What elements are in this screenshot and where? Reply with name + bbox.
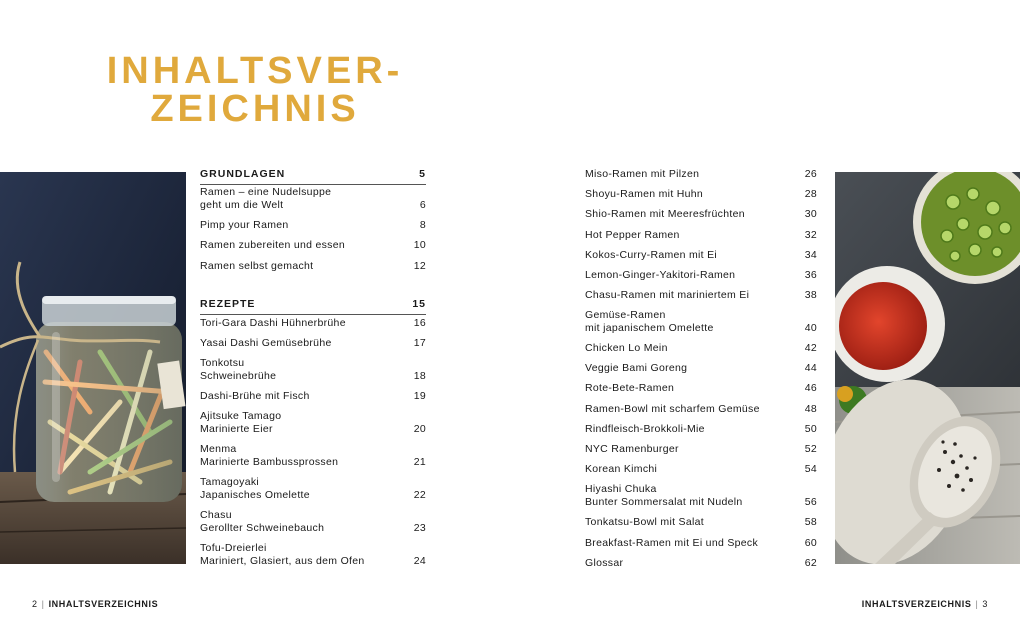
- toc-entry[interactable]: [585, 557, 817, 570]
- toc-entry[interactable]: [200, 390, 426, 403]
- toc-entry-page: 32: [804, 229, 817, 241]
- toc-entry-title: NYC Ramenburger: [585, 443, 679, 455]
- toc-entry-line-1: Gemüse-Ramen: [585, 309, 666, 321]
- toc-entry-page: 21: [413, 456, 426, 468]
- toc-entry-title: Hot Pepper Ramen: [585, 229, 680, 241]
- toc-entry-page: 44: [804, 362, 817, 374]
- toc-entry-line-1: Hiyashi Chuka: [585, 483, 657, 495]
- toc-entry-line-2: Gerollter Schweinebauch: [200, 522, 325, 534]
- toc-entry-page: 58: [804, 516, 817, 528]
- toc-entry[interactable]: [200, 317, 426, 330]
- toc-entry-page: 26: [804, 168, 817, 180]
- toc-entry[interactable]: [200, 337, 426, 350]
- toc-entry-page: 28: [804, 188, 817, 200]
- toc-entry[interactable]: [585, 483, 817, 509]
- toc-entry-page: 8: [419, 219, 426, 231]
- toc-entry-page: 16: [413, 317, 426, 329]
- toc-entry[interactable]: [200, 357, 426, 383]
- toc-entry-page: 6: [419, 199, 426, 211]
- toc-entry-line-1: Ramen – eine Nudelsuppe: [200, 186, 332, 198]
- toc-entry-line-2: geht um die Welt: [200, 199, 284, 211]
- toc-entry[interactable]: [585, 382, 817, 395]
- footer-separator: |: [975, 599, 979, 609]
- toc-entry-page: 42: [804, 342, 817, 354]
- toc-entry[interactable]: [200, 260, 426, 273]
- toc-entry[interactable]: [585, 362, 817, 375]
- toc-entry-page: 12: [413, 260, 426, 272]
- toc-entry-line-1: Chasu: [200, 509, 232, 521]
- toc-entry-line-1: Ajitsuke Tamago: [200, 410, 282, 422]
- toc-entry-title: Chicken Lo Mein: [585, 342, 668, 354]
- right-table-of-contents: [585, 168, 817, 570]
- toc-entry-title: Ramen-Bowl mit scharfem Gemüse: [585, 403, 760, 415]
- page-title: [0, 52, 510, 128]
- toc-entry[interactable]: [585, 443, 817, 456]
- toc-entry-line-1: Tofu-Dreierlei: [200, 542, 267, 554]
- toc-entry[interactable]: [585, 229, 817, 242]
- section-heading-grundlagen[interactable]: [200, 168, 426, 182]
- toc-entry-page: 19: [413, 390, 426, 402]
- page-title-line-2: ZEICHNIS: [150, 88, 360, 130]
- toc-entry-line-1: Menma: [200, 443, 237, 455]
- footer-left: [32, 599, 158, 609]
- toc-entry-title: Rindfleisch-Brokkoli-Mie: [585, 423, 705, 435]
- toc-entry[interactable]: [585, 516, 817, 529]
- toc-entry-page: 40: [804, 322, 817, 334]
- toc-entry[interactable]: [200, 542, 426, 568]
- section-heading-label: REZEPTE: [200, 298, 256, 310]
- toc-entry-title: Tonkatsu-Bowl mit Salat: [585, 516, 704, 528]
- footer-right: [862, 599, 988, 609]
- section-heading-label: GRUNDLAGEN: [200, 168, 286, 180]
- toc-entry[interactable]: [200, 410, 426, 436]
- toc-entry[interactable]: [585, 269, 817, 282]
- toc-entry-page: 22: [413, 489, 426, 501]
- toc-entry[interactable]: [585, 309, 817, 335]
- toc-entry[interactable]: [200, 219, 426, 232]
- toc-entry[interactable]: [585, 423, 817, 436]
- toc-entry[interactable]: [585, 188, 817, 201]
- toc-entry-line-2: Marinierte Bambussprossen: [200, 456, 339, 468]
- toc-entry-title: Kokos-Curry-Ramen mit Ei: [585, 249, 718, 261]
- toc-entry-line-2: Schweinebrühe: [200, 370, 277, 382]
- toc-entry-page: 17: [413, 337, 426, 349]
- toc-entry-title: Korean Kimchi: [585, 463, 658, 475]
- toc-entry-page: 38: [804, 289, 817, 301]
- section-heading-page: 5: [419, 168, 426, 180]
- toc-entry[interactable]: [585, 537, 817, 550]
- toc-entry-line-2: Bunter Sommersalat mit Nudeln: [585, 496, 743, 508]
- section-heading-rezepte[interactable]: [200, 298, 426, 312]
- toc-entry-page: 60: [804, 537, 817, 549]
- toc-entry[interactable]: [200, 476, 426, 502]
- toc-entry[interactable]: [200, 443, 426, 469]
- toc-entry-page: 50: [804, 423, 817, 435]
- toc-entry-title: Rote-Bete-Ramen: [585, 382, 675, 394]
- toc-entry-title: Ramen selbst gemacht: [200, 260, 314, 272]
- toc-entry[interactable]: [585, 168, 817, 181]
- toc-entry-line-2: Mariniert, Glasiert, aus dem Ofen: [200, 555, 365, 567]
- toc-entry-title: Shoyu-Ramen mit Huhn: [585, 188, 704, 200]
- toc-entry-page: 56: [804, 496, 817, 508]
- toc-entry-page: 20: [413, 423, 426, 435]
- toc-entry-title: Veggie Bami Goreng: [585, 362, 688, 374]
- section-divider: [200, 184, 426, 185]
- toc-entry-line-2: Marinierte Eier: [200, 423, 273, 435]
- page-number-right: 3: [982, 599, 988, 609]
- section-divider: [200, 314, 426, 315]
- toc-entry-page: 48: [804, 403, 817, 415]
- toc-entry-page: 18: [413, 370, 426, 382]
- toc-entry[interactable]: [585, 403, 817, 416]
- toc-entry-title: Glossar: [585, 557, 624, 569]
- photo-pickled-vegetables-jar: [0, 172, 186, 564]
- toc-entry[interactable]: [585, 463, 817, 476]
- section-heading-page: 15: [412, 298, 426, 310]
- toc-entry-line-2: mit japanischem Omelette: [585, 322, 714, 334]
- toc-entry-page: 62: [804, 557, 817, 569]
- toc-entry-page: 24: [413, 555, 426, 567]
- toc-entry-title: Pimp your Ramen: [200, 219, 289, 231]
- toc-entry-title: Shio-Ramen mit Meeresfrüchten: [585, 208, 745, 220]
- toc-entry[interactable]: [585, 249, 817, 262]
- toc-entry-line-2: Japanisches Omelette: [200, 489, 310, 501]
- toc-entry-line-1: Tonkotsu: [200, 357, 245, 369]
- toc-entry-title: Yasai Dashi Gemüsebrühe: [200, 337, 332, 349]
- toc-entry[interactable]: [200, 509, 426, 535]
- toc-entry[interactable]: [200, 186, 426, 212]
- toc-entry[interactable]: [200, 239, 426, 252]
- toc-entry-title: Dashi-Brühe mit Fisch: [200, 390, 310, 402]
- toc-entry-title: Chasu-Ramen mit mariniertem Ei: [585, 289, 750, 301]
- toc-entry-line-1: Tamagoyaki: [200, 476, 260, 488]
- toc-entry-page: 23: [413, 522, 426, 534]
- toc-entry-title: Ramen zubereiten und essen: [200, 239, 345, 251]
- footer-separator: |: [41, 599, 45, 609]
- toc-entry-page: 30: [804, 208, 817, 220]
- toc-entry[interactable]: [585, 289, 817, 302]
- toc-entry[interactable]: [585, 208, 817, 221]
- toc-entry-page: 52: [804, 443, 817, 455]
- toc-entry-title: Lemon-Ginger-Yakitori-Ramen: [585, 269, 736, 281]
- toc-entry-title: Tori-Gara Dashi Hühnerbrühe: [200, 317, 346, 329]
- toc-entry-page: 54: [804, 463, 817, 475]
- photo-bowls-scallions-sauce-pepper: [835, 172, 1020, 564]
- page-number-left: 2: [32, 599, 38, 609]
- running-header-right: INHALTSVERZEICHNIS: [861, 599, 972, 609]
- toc-entry-page: 36: [804, 269, 817, 281]
- running-header-left: INHALTSVERZEICHNIS: [48, 599, 159, 609]
- toc-entry-page: 10: [413, 239, 426, 251]
- page-title-line-1: INHALTSVER-: [106, 50, 404, 92]
- left-table-of-contents: [200, 168, 426, 570]
- toc-entry-page: 46: [804, 382, 817, 394]
- toc-entry-title: Miso-Ramen mit Pilzen: [585, 168, 700, 180]
- toc-entry[interactable]: [585, 342, 817, 355]
- toc-entry-page: 34: [804, 249, 817, 261]
- toc-entry-title: Breakfast-Ramen mit Ei und Speck: [585, 537, 759, 549]
